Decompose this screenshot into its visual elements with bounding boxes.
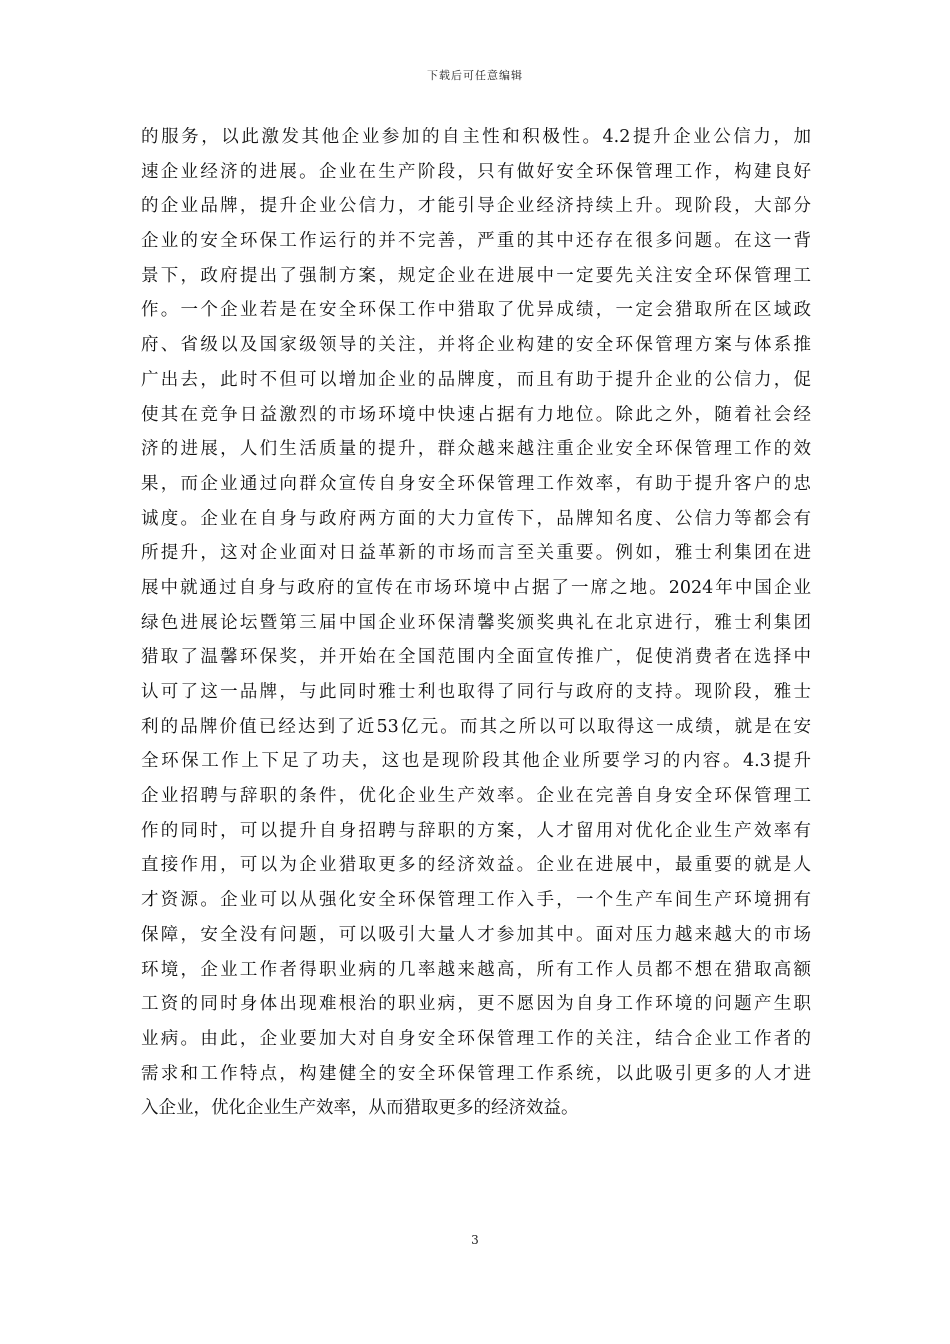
text-line: 环境，企业工作者得职业病的几率越来越高，所有工作人员都不想在猎取高额 [141,959,811,980]
text-line: 入企业，优化企业生产效率，从而猎取更多的经济效益。 [141,1098,579,1119]
text-line: 猎取了温馨环保奖，并开始在全国范围内全面宣传推广，促使消费者在选择中 [141,647,811,668]
text-line: 的服务，以此激发其他企业参加的自主性和积极性。4.2提升企业公信力，加 [141,127,811,147]
text-line: 使其在竞争日益激烈的市场环境中快速占据有力地位。除此之外，随着社会经 [141,404,811,425]
text-line: 的企业品牌，提升企业公信力，才能引导企业经济持续上升。现阶段，大部分 [141,196,811,217]
text-line: 景下，政府提出了强制方案，规定企业在进展中一定要先关注安全环保管理工 [141,265,811,286]
text-line: 企业的安全环保工作运行的并不完善，严重的其中还存在很多问题。在这一背 [141,231,811,252]
text-line: 利的品牌价值已经达到了近53亿元。而其之所以可以取得这一成绩，就是在安 [141,716,811,737]
text-line: 作。一个企业若是在安全环保工作中猎取了优异成绩，一定会猎取所在区域政 [141,300,811,321]
text-line: 工资的同时身体出现难根治的职业病，更不愿因为自身工作环境的问题产生职 [141,994,811,1015]
text-line: 府、省级以及国家级领导的关注，并将企业构建的安全环保管理方案与体系推 [141,335,811,356]
page-number: 3 [471,1233,479,1247]
text-line: 需求和工作特点，构建健全的安全环保管理工作系统，以此吸引更多的人才进 [141,1063,811,1084]
text-line: 才资源。企业可以从强化安全环保管理工作入手，一个生产车间生产环境拥有 [141,890,811,911]
body-paragraph [141,120,811,1126]
text-line: 作的同时，可以提升自身招聘与辞职的方案，人才留用对优化企业生产效率有 [141,820,811,841]
page-header: 下载后可任意编辑 [427,69,523,82]
text-line: 保障，安全没有问题，可以吸引大量人才参加其中。面对压力越来越大的市场 [141,924,811,945]
text-line: 展中就通过自身与政府的宣传在市场环境中占据了一席之地。2024年中国企业 [141,577,811,598]
text-line: 广出去，此时不但可以增加企业的品牌度，而且有助于提升企业的公信力，促 [141,369,811,390]
text-line: 速企业经济的进展。企业在生产阶段，只有做好安全环保管理工作，构建良好 [141,161,811,182]
text-line: 直接作用，可以为企业猎取更多的经济效益。企业在进展中，最重要的就是人 [141,855,811,876]
text-line: 济的进展，人们生活质量的提升，群众越来越注重企业安全环保管理工作的效 [141,439,811,460]
text-line: 全环保工作上下足了功夫，这也是现阶段其他企业所要学习的内容。4.3提升 [141,751,811,772]
text-line: 诚度。企业在自身与政府两方面的大力宣传下，品牌知名度、公信力等都会有 [141,508,811,529]
text-line: 业病。由此，企业要加大对自身安全环保管理工作的关注，结合企业工作者的 [141,1028,811,1049]
text-line: 所提升，这对企业面对日益革新的市场而言至关重要。例如，雅士利集团在进 [141,543,811,564]
text-line: 认可了这一品牌，与此同时雅士利也取得了同行与政府的支持。现阶段，雅士 [141,682,811,702]
text-line: 果，而企业通过向群众宣传自身安全环保管理工作效率，有助于提升客户的忠 [141,473,811,494]
text-line: 企业招聘与辞职的条件，优化企业生产效率。企业在完善自身安全环保管理工 [141,786,811,807]
text-line: 绿色进展论坛暨第三届中国企业环保清馨奖颁奖典礼在北京进行，雅士利集团 [141,612,811,633]
